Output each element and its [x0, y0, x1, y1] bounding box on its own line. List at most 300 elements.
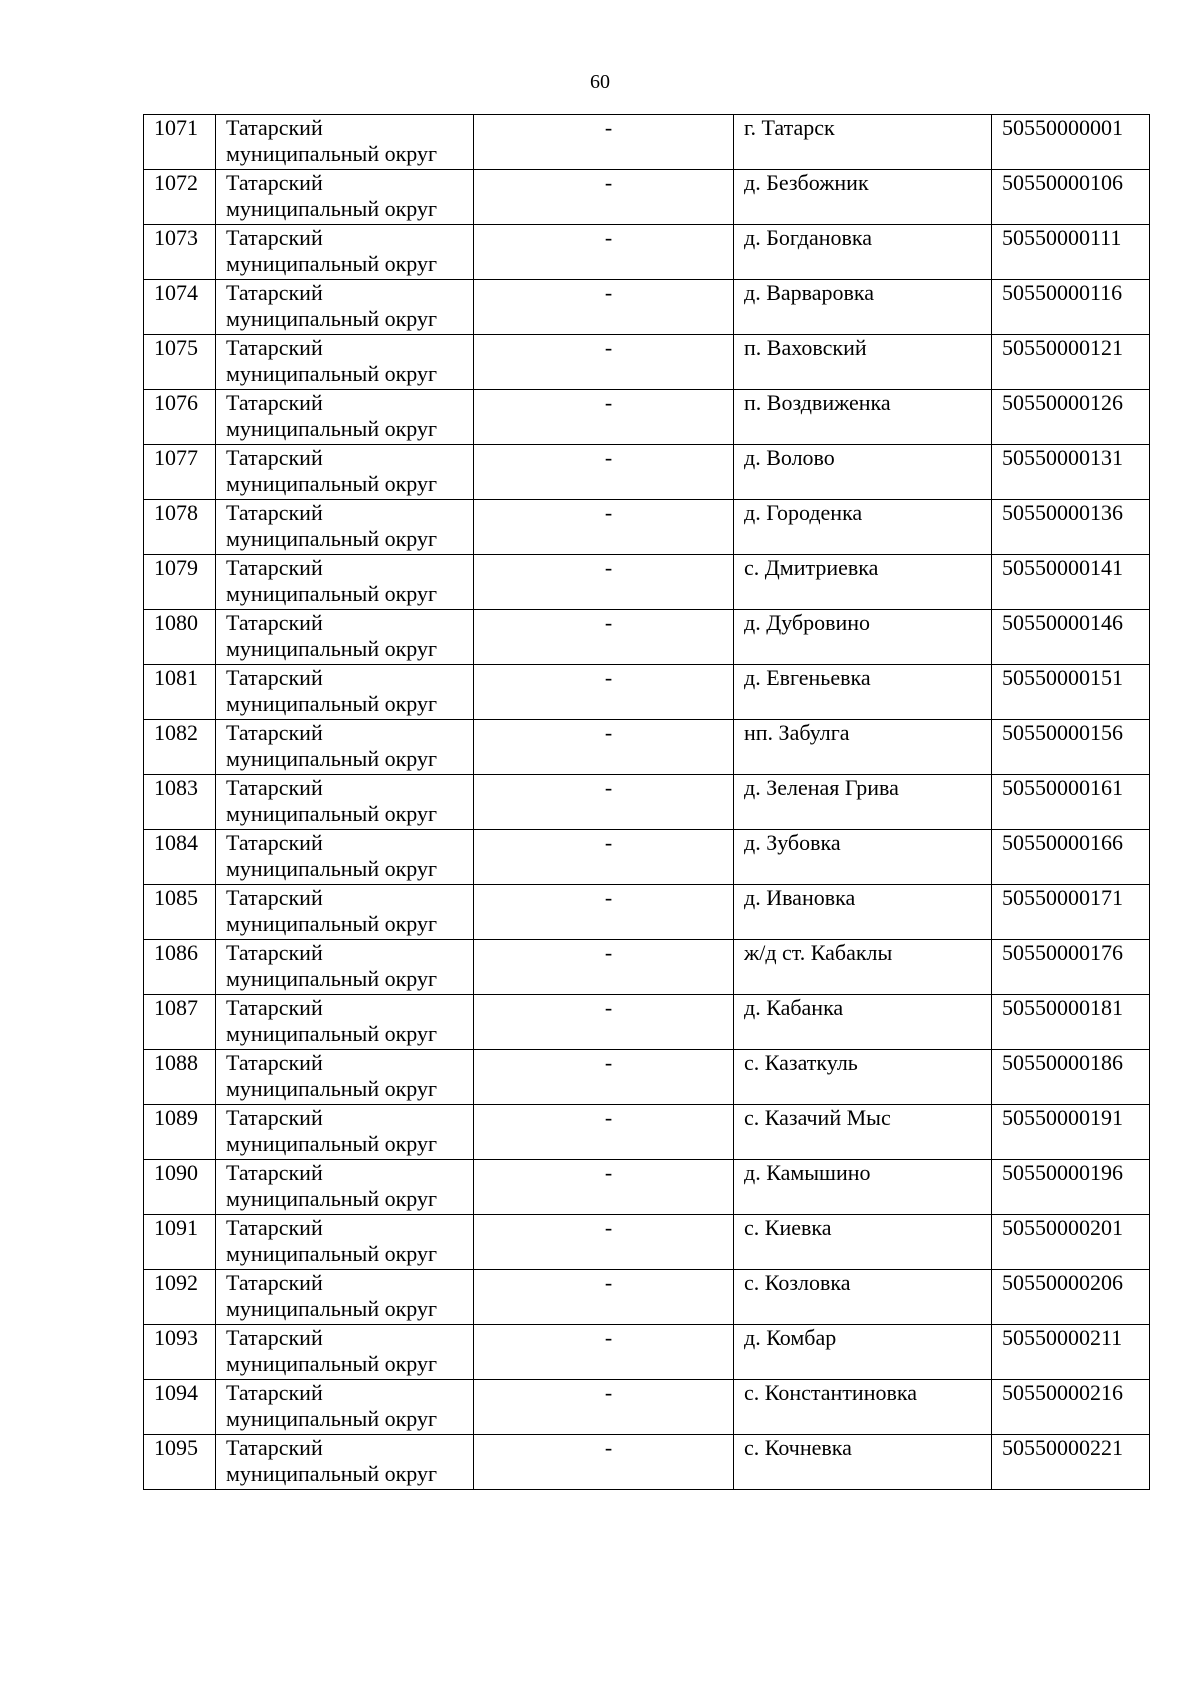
row-number: 1091 — [154, 1215, 198, 1240]
settlement-authority-cell — [474, 170, 734, 225]
settlement-name: д. Кабанка — [744, 995, 844, 1020]
settlement-cell — [734, 1325, 992, 1380]
district-cell — [216, 280, 474, 335]
oktmo-code: 50550000196 — [1002, 1160, 1123, 1185]
row-number: 1076 — [154, 390, 198, 415]
table-row — [144, 500, 1150, 555]
empty-value-dash: - — [604, 830, 613, 855]
table-row — [144, 1160, 1150, 1215]
district-name-line: Татарский — [226, 940, 323, 965]
row-number-cell — [144, 555, 216, 610]
row-number-cell — [144, 500, 216, 555]
page-number: 60 — [590, 71, 610, 93]
table-row — [144, 665, 1150, 720]
oktmo-code-cell — [992, 720, 1150, 775]
district-type-line: муниципальный округ — [226, 581, 438, 606]
oktmo-code-cell — [992, 280, 1150, 335]
district-cell — [216, 170, 474, 225]
row-number: 1086 — [154, 940, 198, 965]
settlement-authority-cell — [474, 610, 734, 665]
oktmo-code-cell — [992, 885, 1150, 940]
district-type-line: муниципальный округ — [226, 801, 438, 826]
settlement-name: д. Варваровка — [744, 280, 875, 305]
district-cell — [216, 1270, 474, 1325]
row-number-cell — [144, 830, 216, 885]
row-number-cell — [144, 335, 216, 390]
row-number: 1073 — [154, 225, 198, 250]
oktmo-code-cell — [992, 115, 1150, 170]
district-cell — [216, 775, 474, 830]
oktmo-code-cell — [992, 225, 1150, 280]
oktmo-code-cell — [992, 1270, 1150, 1325]
table-row — [144, 720, 1150, 775]
table-row — [144, 225, 1150, 280]
district-name-line: Татарский — [226, 555, 323, 580]
district-cell — [216, 995, 474, 1050]
row-number-cell — [144, 720, 216, 775]
oktmo-code: 50550000171 — [1002, 885, 1123, 910]
table-row — [144, 170, 1150, 225]
row-number-cell — [144, 1105, 216, 1160]
settlement-name: с. Казаткуль — [744, 1050, 858, 1075]
oktmo-code-cell — [992, 335, 1150, 390]
oktmo-code: 50550000186 — [1002, 1050, 1123, 1075]
empty-value-dash: - — [604, 610, 613, 635]
district-cell — [216, 500, 474, 555]
row-number-cell — [144, 940, 216, 995]
row-number: 1082 — [154, 720, 198, 745]
oktmo-code-cell — [992, 1105, 1150, 1160]
district-cell — [216, 225, 474, 280]
settlement-cell — [734, 885, 992, 940]
settlement-authority-cell — [474, 1270, 734, 1325]
oktmo-code-cell — [992, 1435, 1150, 1490]
settlement-authority-cell — [474, 1160, 734, 1215]
district-name-line: Татарский — [226, 280, 323, 305]
oktmo-code: 50550000176 — [1002, 940, 1123, 965]
district-type-line: муниципальный округ — [226, 636, 438, 661]
oktmo-code-cell — [992, 830, 1150, 885]
district-type-line: муниципальный округ — [226, 746, 438, 771]
table-row — [144, 1325, 1150, 1380]
table-row — [144, 445, 1150, 500]
district-name-line: Татарский — [226, 225, 323, 250]
table-body — [144, 115, 1150, 1490]
empty-value-dash: - — [604, 1270, 613, 1295]
district-name-line: Татарский — [226, 885, 323, 910]
row-number: 1089 — [154, 1105, 198, 1130]
row-number: 1085 — [154, 885, 198, 910]
district-name-line: Татарский — [226, 1050, 323, 1075]
district-cell — [216, 940, 474, 995]
row-number: 1093 — [154, 1325, 198, 1350]
oktmo-code: 50550000106 — [1002, 170, 1123, 195]
district-name-line: Татарский — [226, 1160, 323, 1185]
district-name-line: Татарский — [226, 610, 323, 635]
row-number-cell — [144, 1050, 216, 1105]
settlement-cell — [734, 1380, 992, 1435]
row-number: 1083 — [154, 775, 198, 800]
table-row — [144, 1380, 1150, 1435]
row-number: 1079 — [154, 555, 198, 580]
oktmo-code-cell — [992, 1050, 1150, 1105]
district-cell — [216, 1325, 474, 1380]
district-type-line: муниципальный округ — [226, 1131, 438, 1156]
row-number: 1077 — [154, 445, 198, 470]
oktmo-code: 50550000156 — [1002, 720, 1123, 745]
empty-value-dash: - — [604, 555, 613, 580]
table-row — [144, 1435, 1150, 1490]
district-name-line: Татарский — [226, 115, 323, 140]
settlement-cell — [734, 830, 992, 885]
district-cell — [216, 610, 474, 665]
district-type-line: муниципальный округ — [226, 856, 438, 881]
settlement-authority-cell — [474, 720, 734, 775]
oktmo-code: 50550000146 — [1002, 610, 1123, 635]
oktmo-code: 50550000206 — [1002, 1270, 1123, 1295]
row-number: 1084 — [154, 830, 198, 855]
table-row — [144, 885, 1150, 940]
settlement-name: д. Зубовка — [744, 830, 841, 855]
district-cell — [216, 445, 474, 500]
settlement-name: д. Волово — [744, 445, 835, 470]
table-row — [144, 390, 1150, 445]
row-number-cell — [144, 885, 216, 940]
settlement-name: ж/д ст. Кабаклы — [744, 940, 893, 965]
table-row — [144, 940, 1150, 995]
table-row — [144, 830, 1150, 885]
settlement-cell — [734, 445, 992, 500]
settlement-name: д. Евгеньевка — [744, 665, 871, 690]
empty-value-dash: - — [604, 1050, 613, 1075]
row-number-cell — [144, 280, 216, 335]
settlement-name: нп. Забулга — [744, 720, 850, 745]
settlement-cell — [734, 995, 992, 1050]
table-row — [144, 280, 1150, 335]
district-name-line: Татарский — [226, 1105, 323, 1130]
empty-value-dash: - — [604, 1160, 613, 1185]
settlement-name: с. Константиновка — [744, 1380, 917, 1405]
oktmo-code-cell — [992, 775, 1150, 830]
oktmo-code: 50550000141 — [1002, 555, 1123, 580]
settlement-name: с. Дмитриевка — [744, 555, 879, 580]
table-row — [144, 1105, 1150, 1160]
row-number-cell — [144, 115, 216, 170]
empty-value-dash: - — [604, 1380, 613, 1405]
row-number: 1074 — [154, 280, 198, 305]
oktmo-code-cell — [992, 995, 1150, 1050]
settlement-cell — [734, 1160, 992, 1215]
row-number-cell — [144, 1270, 216, 1325]
district-name-line: Татарский — [226, 170, 323, 195]
settlement-name: с. Козловка — [744, 1270, 851, 1295]
settlement-name: г. Татарск — [744, 115, 835, 140]
empty-value-dash: - — [604, 500, 613, 525]
table-row — [144, 775, 1150, 830]
settlement-name: п. Воздвиженка — [744, 390, 891, 415]
empty-value-dash: - — [604, 995, 613, 1020]
settlement-name: д. Камышино — [744, 1160, 871, 1185]
oktmo-code: 50550000201 — [1002, 1215, 1123, 1240]
settlement-cell — [734, 1215, 992, 1270]
settlement-name: д. Комбар — [744, 1325, 837, 1350]
settlement-name: с. Казачий Мыс — [744, 1105, 891, 1130]
settlement-authority-cell — [474, 1435, 734, 1490]
district-type-line: муниципальный округ — [226, 361, 438, 386]
empty-value-dash: - — [604, 1105, 613, 1130]
table-row — [144, 610, 1150, 665]
row-number-cell — [144, 775, 216, 830]
district-type-line: муниципальный округ — [226, 416, 438, 441]
district-cell — [216, 1380, 474, 1435]
district-name-line: Татарский — [226, 1380, 323, 1405]
district-cell — [216, 1435, 474, 1490]
district-cell — [216, 885, 474, 940]
district-cell — [216, 665, 474, 720]
empty-value-dash: - — [604, 940, 613, 965]
oktmo-code: 50550000216 — [1002, 1380, 1123, 1405]
district-type-line: муниципальный округ — [226, 141, 438, 166]
row-number-cell — [144, 665, 216, 720]
table-row — [144, 335, 1150, 390]
oktmo-code: 50550000111 — [1002, 225, 1122, 250]
settlement-cell — [734, 940, 992, 995]
empty-value-dash: - — [604, 115, 613, 140]
settlement-cell — [734, 1105, 992, 1160]
district-cell — [216, 390, 474, 445]
table-row — [144, 995, 1150, 1050]
district-name-line: Татарский — [226, 1215, 323, 1240]
settlement-cell — [734, 500, 992, 555]
settlement-authority-cell — [474, 390, 734, 445]
settlement-authority-cell — [474, 665, 734, 720]
district-type-line: муниципальный округ — [226, 306, 438, 331]
settlement-authority-cell — [474, 555, 734, 610]
district-name-line: Татарский — [226, 390, 323, 415]
empty-value-dash: - — [604, 1215, 613, 1240]
district-name-line: Татарский — [226, 500, 323, 525]
settlement-authority-cell — [474, 115, 734, 170]
district-cell — [216, 1105, 474, 1160]
district-cell — [216, 115, 474, 170]
settlement-authority-cell — [474, 335, 734, 390]
settlement-authority-cell — [474, 280, 734, 335]
settlement-cell — [734, 115, 992, 170]
oktmo-code: 50550000151 — [1002, 665, 1123, 690]
settlement-authority-cell — [474, 445, 734, 500]
oktmo-code: 50550000166 — [1002, 830, 1123, 855]
district-name-line: Татарский — [226, 720, 323, 745]
settlement-authority-cell — [474, 1215, 734, 1270]
table-row — [144, 555, 1150, 610]
district-name-line: Татарский — [226, 665, 323, 690]
district-type-line: муниципальный округ — [226, 1296, 438, 1321]
oktmo-code-cell — [992, 445, 1150, 500]
district-type-line: муниципальный округ — [226, 196, 438, 221]
row-number-cell — [144, 1325, 216, 1380]
row-number: 1087 — [154, 995, 198, 1020]
row-number: 1078 — [154, 500, 198, 525]
district-name-line: Татарский — [226, 830, 323, 855]
row-number-cell — [144, 995, 216, 1050]
district-type-line: муниципальный округ — [226, 1241, 438, 1266]
oktmo-code: 50550000126 — [1002, 390, 1123, 415]
settlement-name: д. Зеленая Грива — [744, 775, 899, 800]
oktmo-code: 50550000131 — [1002, 445, 1123, 470]
district-type-line: муниципальный округ — [226, 1021, 438, 1046]
settlement-authority-cell — [474, 940, 734, 995]
district-name-line: Татарский — [226, 335, 323, 360]
district-type-line: муниципальный округ — [226, 1461, 438, 1486]
district-type-line: муниципальный округ — [226, 1186, 438, 1211]
settlement-authority-cell — [474, 1380, 734, 1435]
settlement-cell — [734, 280, 992, 335]
row-number: 1081 — [154, 665, 198, 690]
oktmo-code: 50550000116 — [1002, 280, 1123, 305]
empty-value-dash: - — [604, 775, 613, 800]
oktmo-code-cell — [992, 1380, 1150, 1435]
row-number: 1094 — [154, 1380, 198, 1405]
oktmo-code-cell — [992, 500, 1150, 555]
district-cell — [216, 1160, 474, 1215]
settlement-cell — [734, 555, 992, 610]
district-cell — [216, 555, 474, 610]
empty-value-dash: - — [604, 1435, 613, 1460]
oktmo-code-cell — [992, 390, 1150, 445]
oktmo-code: 50550000136 — [1002, 500, 1123, 525]
table-row — [144, 1050, 1150, 1105]
district-name-line: Татарский — [226, 1270, 323, 1295]
district-type-line: муниципальный округ — [226, 251, 438, 276]
oktmo-code-cell — [992, 170, 1150, 225]
empty-value-dash: - — [604, 170, 613, 195]
empty-value-dash: - — [604, 445, 613, 470]
oktmo-code-cell — [992, 610, 1150, 665]
empty-value-dash: - — [604, 280, 613, 305]
row-number: 1090 — [154, 1160, 198, 1185]
oktmo-code: 50550000221 — [1002, 1435, 1123, 1460]
settlement-cell — [734, 170, 992, 225]
row-number-cell — [144, 1380, 216, 1435]
oktmo-code: 50550000191 — [1002, 1105, 1123, 1130]
settlement-name: с. Киевка — [744, 1215, 832, 1240]
district-type-line: муниципальный округ — [226, 1406, 438, 1431]
district-name-line: Татарский — [226, 775, 323, 800]
settlement-authority-cell — [474, 995, 734, 1050]
settlement-authority-cell — [474, 225, 734, 280]
settlement-name: д. Городенка — [744, 500, 863, 525]
settlement-authority-cell — [474, 500, 734, 555]
settlement-cell — [734, 775, 992, 830]
row-number: 1095 — [154, 1435, 198, 1460]
settlement-name: п. Ваховский — [744, 335, 867, 360]
district-type-line: муниципальный округ — [226, 1351, 438, 1376]
district-name-line: Татарский — [226, 445, 323, 470]
settlement-registry-table — [143, 114, 1150, 1490]
oktmo-code-cell — [992, 1215, 1150, 1270]
settlement-name: с. Кочневка — [744, 1435, 852, 1460]
settlement-cell — [734, 225, 992, 280]
district-cell — [216, 720, 474, 775]
oktmo-code-cell — [992, 1160, 1150, 1215]
oktmo-code-cell — [992, 1325, 1150, 1380]
oktmo-code: 50550000001 — [1002, 115, 1123, 140]
oktmo-code: 50550000121 — [1002, 335, 1123, 360]
row-number-cell — [144, 170, 216, 225]
row-number-cell — [144, 1435, 216, 1490]
settlement-cell — [734, 1270, 992, 1325]
district-cell — [216, 335, 474, 390]
settlement-cell — [734, 720, 992, 775]
settlement-cell — [734, 390, 992, 445]
row-number-cell — [144, 610, 216, 665]
settlement-authority-cell — [474, 830, 734, 885]
settlement-name: д. Богдановка — [744, 225, 872, 250]
oktmo-code-cell — [992, 555, 1150, 610]
settlement-authority-cell — [474, 1050, 734, 1105]
district-type-line: муниципальный округ — [226, 471, 438, 496]
empty-value-dash: - — [604, 390, 613, 415]
settlement-name: д. Безбожник — [744, 170, 869, 195]
district-name-line: Татарский — [226, 995, 323, 1020]
row-number: 1072 — [154, 170, 198, 195]
row-number-cell — [144, 445, 216, 500]
settlement-authority-cell — [474, 885, 734, 940]
empty-value-dash: - — [604, 665, 613, 690]
district-cell — [216, 1050, 474, 1105]
district-name-line: Татарский — [226, 1325, 323, 1350]
settlement-name: д. Ивановка — [744, 885, 856, 910]
oktmo-code-cell — [992, 940, 1150, 995]
district-type-line: муниципальный округ — [226, 911, 438, 936]
district-type-line: муниципальный округ — [226, 526, 438, 551]
settlement-authority-cell — [474, 1325, 734, 1380]
district-cell — [216, 1215, 474, 1270]
settlement-cell — [734, 665, 992, 720]
oktmo-code: 50550000161 — [1002, 775, 1123, 800]
row-number: 1071 — [154, 115, 198, 140]
oktmo-code-cell — [992, 665, 1150, 720]
settlement-name: д. Дубровино — [744, 610, 871, 635]
table-row — [144, 1270, 1150, 1325]
row-number: 1088 — [154, 1050, 198, 1075]
row-number-cell — [144, 1215, 216, 1270]
empty-value-dash: - — [604, 335, 613, 360]
empty-value-dash: - — [604, 1325, 613, 1350]
district-type-line: муниципальный округ — [226, 1076, 438, 1101]
settlement-cell — [734, 335, 992, 390]
empty-value-dash: - — [604, 225, 613, 250]
empty-value-dash: - — [604, 885, 613, 910]
table-row — [144, 1215, 1150, 1270]
row-number-cell — [144, 1160, 216, 1215]
settlement-authority-cell — [474, 1105, 734, 1160]
district-type-line: муниципальный округ — [226, 691, 438, 716]
row-number: 1092 — [154, 1270, 198, 1295]
district-cell — [216, 830, 474, 885]
oktmo-code: 50550000211 — [1002, 1325, 1123, 1350]
settlement-authority-cell — [474, 775, 734, 830]
oktmo-code: 50550000181 — [1002, 995, 1123, 1020]
district-name-line: Татарский — [226, 1435, 323, 1460]
settlement-cell — [734, 1050, 992, 1105]
row-number-cell — [144, 390, 216, 445]
row-number: 1075 — [154, 335, 198, 360]
district-type-line: муниципальный округ — [226, 966, 438, 991]
table-row — [144, 115, 1150, 170]
row-number: 1080 — [154, 610, 198, 635]
empty-value-dash: - — [604, 720, 613, 745]
